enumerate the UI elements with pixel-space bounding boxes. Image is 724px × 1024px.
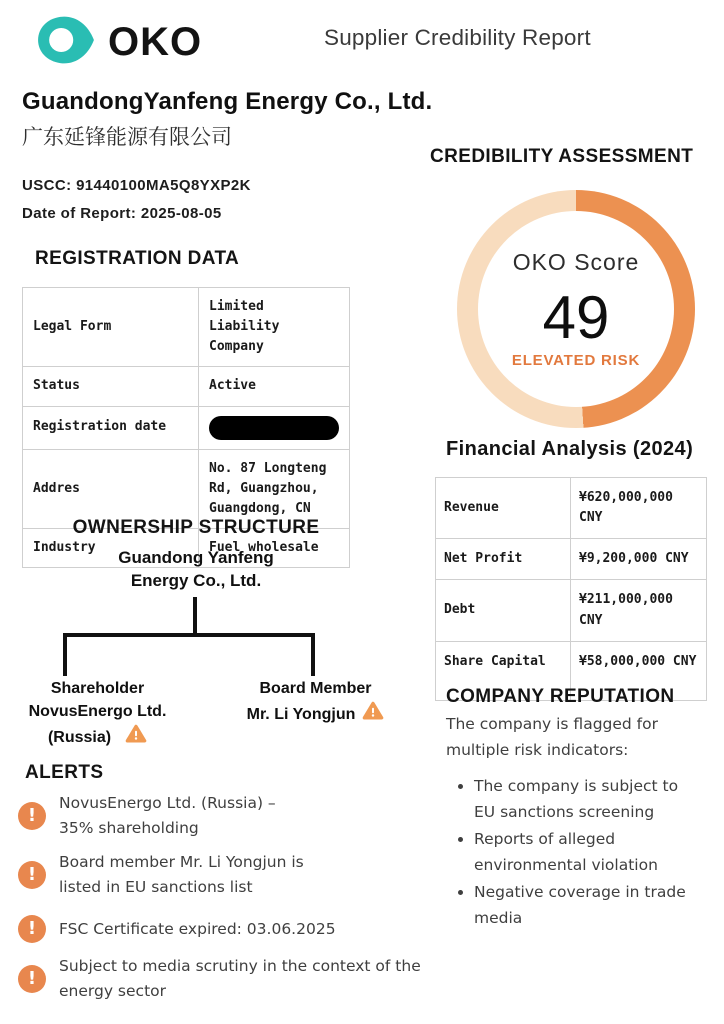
company-name-cn: 广东延锋能源有限公司 [22, 126, 232, 149]
financial-table [435, 477, 707, 701]
fin-value: ¥9,200,000 CNY [571, 539, 707, 580]
connector-horizontal [63, 633, 315, 637]
reg-value: Limited Liability Company [199, 288, 350, 367]
oko-score-donut [457, 190, 695, 428]
alert-item [18, 915, 336, 943]
fin-label: Net Profit [436, 539, 571, 580]
risk-level-badge: ELEVATED RISK [511, 352, 641, 369]
reputation-list [446, 774, 702, 933]
node-role: Board Member [259, 680, 372, 697]
oko-logo [35, 14, 202, 71]
connector-left-drop [63, 633, 67, 676]
alert-item [18, 954, 471, 1004]
score-value: 49 [542, 284, 610, 351]
connector-right-drop [311, 633, 315, 676]
fin-value: ¥211,000,000 CNY [571, 580, 707, 641]
alert-exclamation-icon [18, 861, 46, 889]
fin-value: ¥620,000,000 CNY [571, 478, 707, 539]
list-item: • The company is subject to EU sanctions screening [474, 774, 702, 825]
alert-exclamation-icon [18, 965, 46, 993]
node-name: NovusEnergo Ltd. [28, 703, 167, 721]
reg-value-redacted [199, 406, 350, 449]
alerts-heading: ALERTS [25, 762, 104, 783]
registration-heading: REGISTRATION DATA [35, 248, 240, 269]
table-row [436, 539, 707, 580]
reputation-heading: COMPANY REPUTATION [446, 686, 675, 707]
company-uscc: USCC: 91440100MA5Q8YXP2K [22, 177, 251, 194]
node-role: Shareholder [50, 680, 145, 697]
node-country: (Russia) [47, 728, 112, 746]
reg-value: Active [199, 367, 350, 406]
reg-label: Industry [23, 528, 199, 567]
ownership-parent-node [22, 547, 370, 593]
reg-label: Status [23, 367, 199, 406]
node-name: Mr. Li Yongjun [246, 705, 356, 723]
fin-label: Revenue [436, 478, 571, 539]
warning-triangle-icon [362, 700, 384, 728]
report-title: Supplier Credibility Report [324, 25, 591, 50]
table-row [23, 406, 350, 449]
parent-name-line2: Energy Co., Ltd. [130, 570, 262, 590]
reg-label: Addres [23, 449, 199, 528]
table-row [23, 367, 350, 406]
table-row [436, 580, 707, 641]
list-item: • Reports of alleged environmental violation [474, 827, 702, 878]
fin-value: ¥58,000,000 CNY [571, 641, 707, 700]
ownership-node-shareholder [10, 677, 185, 752]
ownership-heading: OWNERSHIP STRUCTURE [72, 517, 320, 538]
warning-triangle-icon [125, 723, 147, 751]
donut-center [478, 211, 674, 407]
report-date: Date of Report: 2025-08-05 [22, 205, 222, 222]
eye-icon [35, 14, 97, 71]
alert-item [18, 850, 307, 900]
reg-label: Legal Form [23, 288, 199, 367]
alert-text: Board member Mr. Li Yongjun is listed in EU sanctions list [59, 853, 304, 896]
redaction-bar [209, 416, 339, 440]
credibility-heading: CREDIBILITY ASSESSMENT [430, 146, 694, 167]
score-label: OKO Score [512, 249, 640, 275]
reputation-intro: The company is flagged for multiple risk indicators: [446, 715, 658, 759]
reg-value: No. 87 Longteng Rd, Guangzhou, Guangdong, CN [199, 449, 350, 528]
ownership-node-board-member [233, 677, 398, 728]
table-row [23, 288, 350, 367]
alert-exclamation-icon [18, 802, 46, 830]
parent-name-line1: Guandong Yanfeng [118, 548, 274, 567]
alert-text: FSC Certificate expired: 03.06.2025 [59, 919, 336, 938]
reg-value: Fuel wholesale [199, 528, 350, 567]
fin-label: Debt [436, 580, 571, 641]
financial-heading: Financial Analysis (2024) [446, 438, 694, 460]
alert-text: Subject to media scrutiny in the context of the energy sector [59, 957, 421, 1000]
table-row [436, 478, 707, 539]
company-name-en: GuandongYanfeng Energy Co., Ltd. [22, 88, 433, 115]
fin-label: Share Capital [436, 641, 571, 700]
connector-stem [193, 597, 197, 635]
alert-text: NovusEnergo Ltd. (Russia) – 35% shareholding [59, 794, 276, 837]
alert-exclamation-icon [18, 915, 46, 943]
brand-name: OKO [108, 20, 203, 64]
reg-label: Registration date [23, 406, 199, 449]
alert-item [18, 791, 287, 841]
list-item: • Negative coverage in trade media [474, 880, 702, 931]
